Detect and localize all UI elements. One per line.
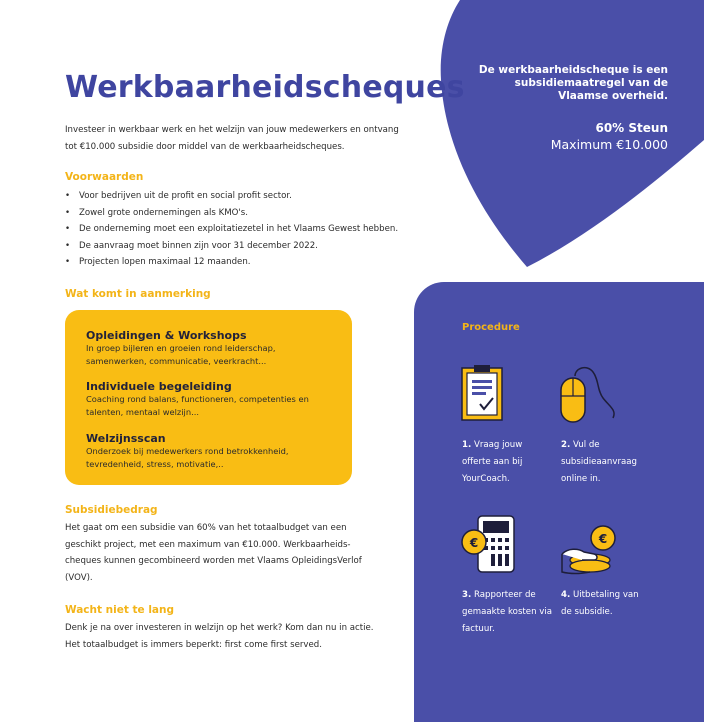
list-item: • Voor bedrijven uit de profit en social profit sector. <box>65 188 398 205</box>
hand-coin-euro-icon <box>560 524 618 576</box>
svg-text:€: € <box>598 532 608 546</box>
step-text: Vul de subsidieaanvraag online in. <box>561 440 637 484</box>
intro-box-text: De werkbaarheidscheque is een subsidiemaatregel van de Vlaamse overheid. <box>478 64 668 102</box>
voorwaarden-list <box>65 188 398 271</box>
procedure-heading: Procedure <box>462 322 520 333</box>
offer-title: Welzijnsscan <box>86 432 166 445</box>
step-number: 2. <box>561 440 571 450</box>
list-item: • De onderneming moet een exploitatiezetel in het Vlaams Gewest hebben. <box>65 221 398 238</box>
list-item: • Zowel grote ondernemingen als KMO's. <box>65 205 398 222</box>
step-text: Uitbetaling van de subsidie. <box>561 590 639 617</box>
steun-percentage: 60% Steun <box>595 121 668 135</box>
subsidiebedrag-heading: Subsidiebedrag <box>65 504 158 516</box>
procedure-step-1 <box>462 437 552 488</box>
calculator-euro-icon <box>460 514 518 576</box>
mouse-icon <box>557 366 619 424</box>
page-title: Werkbaarheidscheques <box>65 70 465 105</box>
list-item: • Projecten lopen maximaal 12 maanden. <box>65 254 398 271</box>
wacht-heading: Wacht niet te lang <box>65 604 175 616</box>
offers-box <box>65 310 352 485</box>
offer-welzijnsscan <box>86 432 326 471</box>
offer-individuele-begeleiding <box>86 380 326 419</box>
offer-description: Coaching rond balans, functioneren, competenties en talenten, mentaal welzijn... <box>86 394 309 417</box>
procedure-step-3 <box>462 587 554 638</box>
offer-title: Opleidingen & Workshops <box>86 329 247 342</box>
voorwaarden-heading: Voorwaarden <box>65 171 144 183</box>
subsidiebedrag-text: Het gaat om een subsidie van 60% van het totaalbudget van een geschikt project, met een maximum van €10.000. Werkbaarheids-cheques kunnen gecombineerd worden met Vlaams OpleidingsVerlof (VOV). <box>65 523 362 583</box>
intro-paragraph: Investeer in werkbaar werk en het welzijn van jouw medewerkers en ontvang tot €10.000 subsidie door middel van de werkbaarheidscheques. <box>65 125 399 152</box>
offer-opleidingen <box>86 329 326 368</box>
maximum-amount: Maximum €10.000 <box>550 137 668 152</box>
intro-box <box>470 64 668 152</box>
step-text: Vraag jouw offerte aan bij YourCoach. <box>462 440 523 484</box>
offer-description: Onderzoek bij medewerkers rond betrokkenheid, tevredenheid, stress, motivatie,.. <box>86 446 289 469</box>
step-number: 4. <box>561 590 571 600</box>
procedure-panel <box>414 282 704 722</box>
list-item: • De aanvraag moet binnen zijn voor 31 december 2022. <box>65 238 398 255</box>
step-number: 1. <box>462 440 472 450</box>
wacht-text: Denk je na over investeren in welzijn op het werk? Kom dan nu in actie. Het totaalbudget is immers beperkt: first come first served. <box>65 623 374 650</box>
procedure-step-4 <box>561 587 641 621</box>
offer-title: Individuele begeleiding <box>86 380 232 393</box>
aanmerking-heading: Wat komt in aanmerking <box>65 288 211 300</box>
procedure-step-2 <box>561 437 651 488</box>
step-number: 3. <box>462 590 472 600</box>
clipboard-check-icon <box>460 364 504 422</box>
svg-text:€: € <box>469 536 479 550</box>
offer-description: In groep bijleren en groeien rond leiderschap, samenwerken, communicatie, veerkracht... <box>86 343 276 366</box>
step-text: Rapporteer de gemaakte kosten via factuur. <box>462 590 552 634</box>
